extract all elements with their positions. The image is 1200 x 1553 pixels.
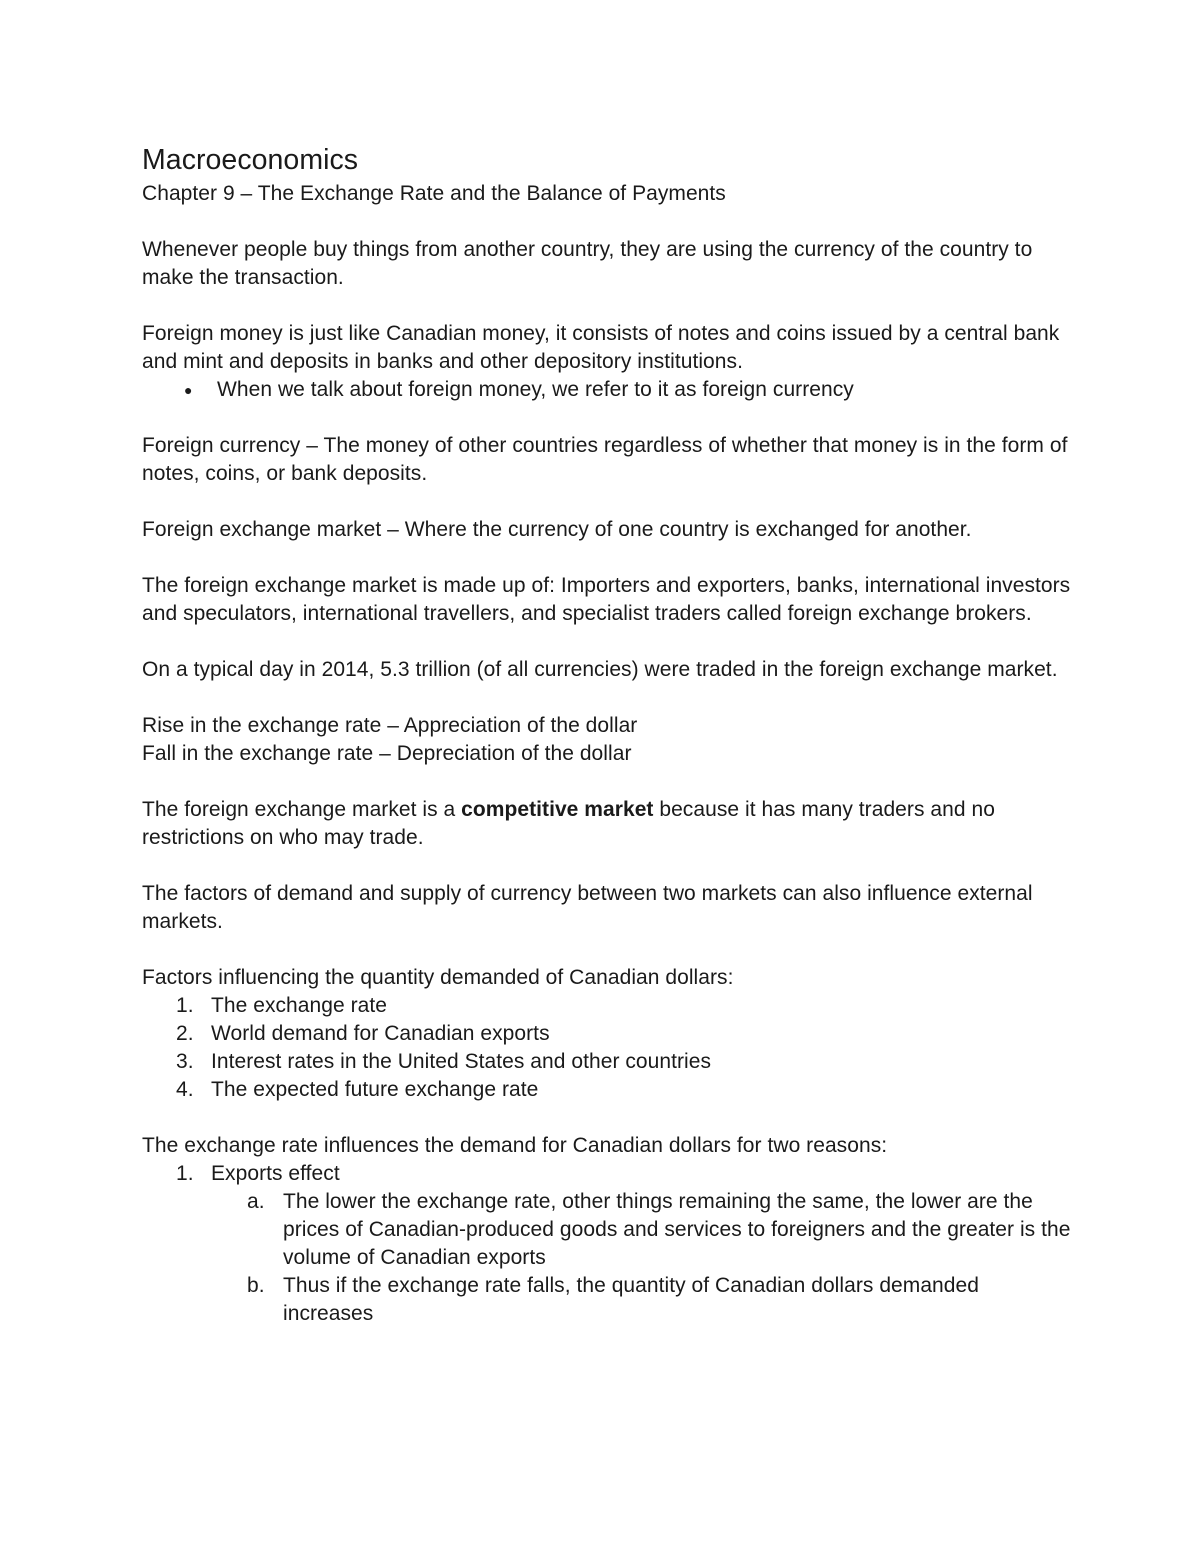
reasons-list	[142, 1160, 1072, 1328]
definition-foreign-currency: Foreign currency – The money of other countries regardless of whether that money is in the form of notes, coins, or bank deposits.	[142, 434, 1068, 485]
list-number: 3.	[176, 1050, 194, 1073]
sub-list-letter: b.	[247, 1274, 265, 1297]
sub-list-text: The lower the exchange rate, other things remaining the same, the lower are the prices of Canadian-produced goods and services to foreigners and the greater is the volume of Canadian exports	[283, 1190, 1071, 1269]
bold-term: competitive market	[461, 798, 654, 821]
paragraph-foreign-money: Foreign money is just like Canadian money, it consists of notes and coins issued by a central bank and mint and deposits in banks and other depository institutions.	[142, 322, 1060, 373]
sub-list-text: Thus if the exchange rate falls, the quantity of Canadian dollars demanded increases	[283, 1274, 979, 1325]
list-item	[142, 1020, 1072, 1048]
bullet-item	[142, 376, 1072, 404]
factors-list	[142, 992, 1072, 1104]
sub-list-letter: a.	[247, 1190, 265, 1213]
list-text: World demand for Canadian exports	[211, 1022, 550, 1045]
line-depreciation: Fall in the exchange rate – Depreciation of the dollar	[142, 742, 632, 765]
paragraph-reasons-heading: The exchange rate influences the demand for Canadian dollars for two reasons:	[142, 1134, 888, 1157]
list-number: 1.	[176, 1162, 194, 1185]
list-text: Exports effect	[211, 1162, 340, 1185]
bullet-icon: ●	[184, 382, 193, 398]
paragraph-market-participants: The foreign exchange market is made up of: Importers and exporters, banks, international investors and speculators, international travellers, and specialist traders called foreign exchange brokers.	[142, 574, 1071, 625]
paragraph-competitive-market	[142, 796, 1072, 852]
sub-list-item	[211, 1188, 1072, 1272]
sub-list-item	[211, 1272, 1072, 1328]
paragraph-factors-heading: Factors influencing the quantity demanded of Canadian dollars:	[142, 966, 734, 989]
chapter-subtitle: Chapter 9 – The Exchange Rate and the Balance of Payments	[142, 182, 726, 205]
list-item	[142, 1160, 1072, 1328]
list-number: 1.	[176, 994, 194, 1017]
sub-list	[211, 1188, 1072, 1328]
list-item	[142, 1048, 1072, 1076]
definition-foreign-exchange-market: Foreign exchange market – Where the currency of one country is exchanged for another.	[142, 518, 972, 541]
paragraph-currency-use: Whenever people buy things from another country, they are using the currency of the country to make the transaction.	[142, 238, 1033, 289]
list-number: 4.	[176, 1078, 194, 1101]
list-number: 2.	[176, 1022, 194, 1045]
text-run: The foreign exchange market is a	[142, 798, 462, 821]
list-item	[142, 992, 1072, 1020]
bullet-list	[142, 376, 1072, 404]
list-text: The exchange rate	[211, 994, 387, 1017]
list-text: Interest rates in the United States and other countries	[211, 1050, 712, 1073]
paragraph-daily-volume: On a typical day in 2014, 5.3 trillion (of all currencies) were traded in the foreign exchange market.	[142, 658, 1058, 681]
document-page	[142, 140, 1072, 1328]
document-title: Macroeconomics	[142, 144, 359, 176]
list-text: The expected future exchange rate	[211, 1078, 539, 1101]
paragraph-demand-supply: The factors of demand and supply of currency between two markets can also influence external markets.	[142, 882, 1033, 933]
line-appreciation: Rise in the exchange rate – Appreciation of the dollar	[142, 714, 638, 737]
list-item	[142, 1076, 1072, 1104]
text-run: because it has many traders and no restrictions on who may trade.	[142, 798, 995, 849]
bullet-text: When we talk about foreign money, we refer to it as foreign currency	[217, 378, 854, 401]
